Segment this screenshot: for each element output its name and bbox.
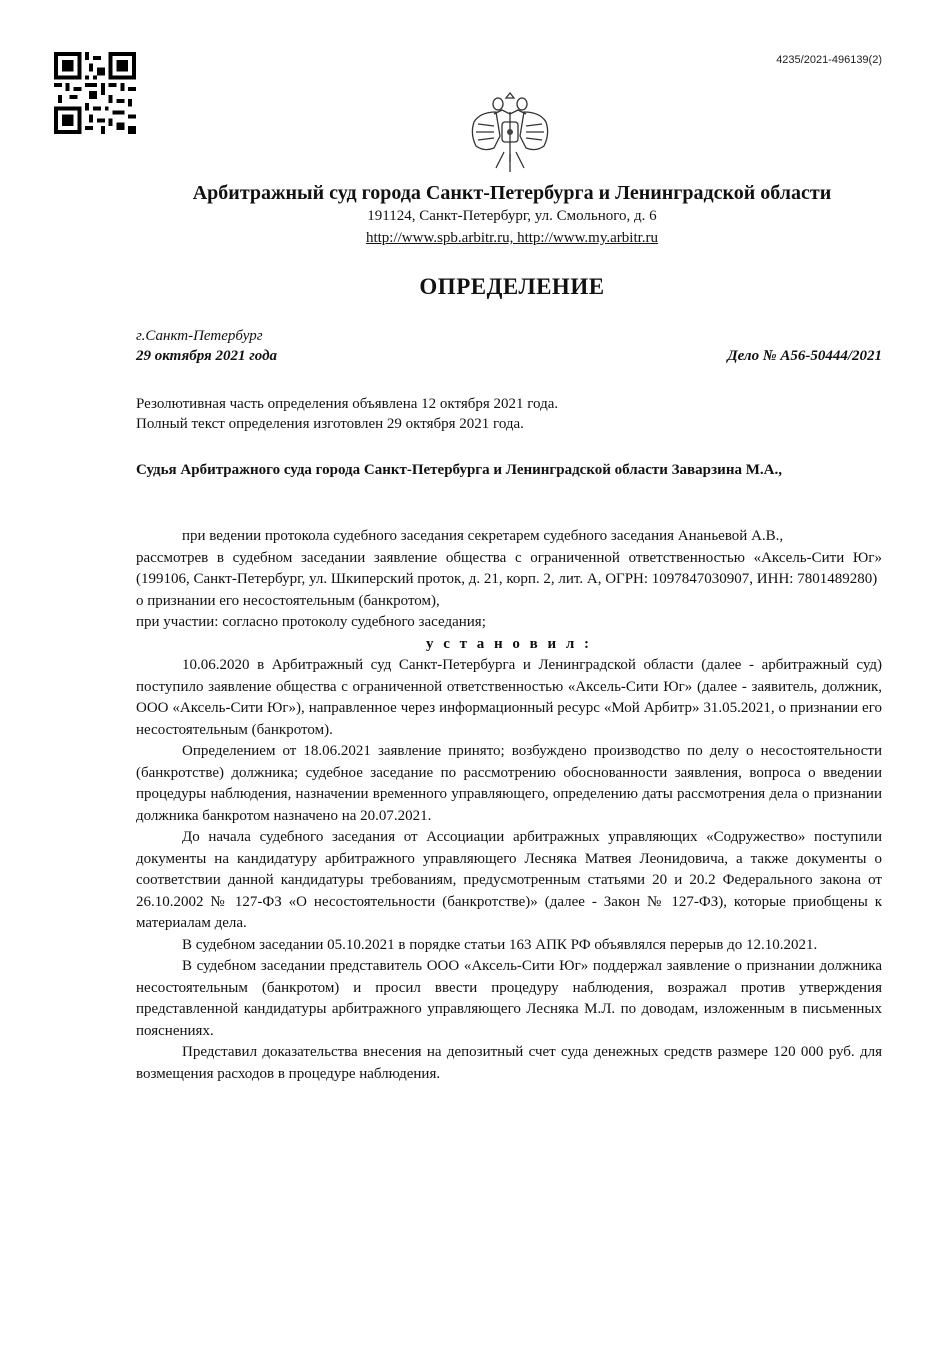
document-date: 29 октября 2021 года xyxy=(136,348,278,364)
resolution-date-line: Резолютивная часть определения объявлена 12 октября 2021 года. xyxy=(136,396,559,412)
paragraph-candidate: До начала судебного заседания от Ассоциации арбитражных управляющих «Содружество» поступили документы на кандидатуру арбитражного управляющего Лесняка Матвея Леонидовича, а также документы о соответствии данной кандидатуры требованиям, предусмотренным статьями 20 и 20.2 Федерального закона от 26.10.2002 № 127-ФЗ «О несостоятельности (банкротстве)» (далее - Закон № 127-ФЗ), которые приобщены к материалам дела. xyxy=(136,829,882,931)
qr-code-icon xyxy=(54,52,136,134)
paragraph-deposit: Представил доказательства внесения на депозитный счет суда денежных средств размере 120 000 руб. для возмещения расходов в процедуре наблюдения. xyxy=(136,1044,882,1082)
paragraph-participation: при участии: согласно протоколу судебного заседания; xyxy=(136,614,486,630)
paragraph-application: 10.06.2020 в Арбитражный суд Санкт-Петербурга и Ленинградской области (далее - арбитражный суд) поступило заявление общества с ограниченной ответственностью «Аксель-Сити Юг» (далее - заявитель, должник, ООО «Аксель-Сити Юг»), направленное через информационный ресурс «Мой Арбитр» 31.05.2021, о признании его несостоятельным (банкротом). xyxy=(136,657,882,738)
paragraph-considering: рассмотрев в судебном заседании заявление общества с ограниченной ответственностью «Аксель-Сити Юг» (199106, Санкт-Петербург, ул. Шкиперский проток, д. 21, корп. 2, лит. А, ОГРН: 1097847030907, ИНН: 7801489280) xyxy=(136,549,882,587)
established-heading: у с т а н о в и л : xyxy=(425,635,593,652)
fulltext-date-line: Полный текст определения изготовлен 29 октября 2021 года. xyxy=(136,416,524,432)
coat-of-arms-icon xyxy=(466,92,554,174)
court-address: 191124, Санкт-Петербург, ул. Смольного, д. 6 xyxy=(367,208,657,224)
court-links[interactable]: http://www.spb.arbitr.ru, http://www.my.arbitr.ru xyxy=(365,230,659,246)
paragraph-bankruptcy: о признании его несостоятельным (банкротом), xyxy=(136,592,440,609)
document-body xyxy=(136,526,882,1085)
case-number: Дело № А56-50444/2021 xyxy=(727,348,882,364)
city: г.Санкт-Петербург xyxy=(136,328,263,344)
document-title: ОПРЕДЕЛЕНИЕ xyxy=(419,274,605,299)
paragraph-recess: В судебном заседании 05.10.2021 в порядке статьи 163 АПК РФ объявлялся перерыв до 12.10.2021. xyxy=(182,936,818,953)
paragraph-representative: В судебном заседании представитель ООО «Аксель-Сити Юг» поддержал заявление о признании должника несостоятельным (банкротом) и просил ввести процедуру наблюдения, возражал против утверждения представленной кандидатуры арбитражного управляющего Лесняка М.Л. по доводам, изложенным в письменных пояснениях. xyxy=(136,958,882,1039)
paragraph-ruling: Определением от 18.06.2021 заявление принято; возбуждено производство по делу о несостоятельности (банкротстве) должника; судебное заседание по рассмотрению обоснованности заявления, вопроса о введении процедуры наблюдения, назначении временного управляющего, определению даты рассмотрения дела о признании должника банкротом назначено на 20.07.2021. xyxy=(136,743,882,824)
document-id: 4235/2021-496139(2) xyxy=(776,54,882,66)
judge-line: Судья Арбитражного суда города Санкт-Петербурга и Ленинградской области Заварзина М.А., xyxy=(136,462,782,478)
court-name: Арбитражный суд города Санкт-Петербурга и Ленинградской области xyxy=(192,182,832,204)
paragraph-secretary: при ведении протокола судебного заседания секретарем судебного заседания Ананьевой А.В., xyxy=(182,528,784,544)
